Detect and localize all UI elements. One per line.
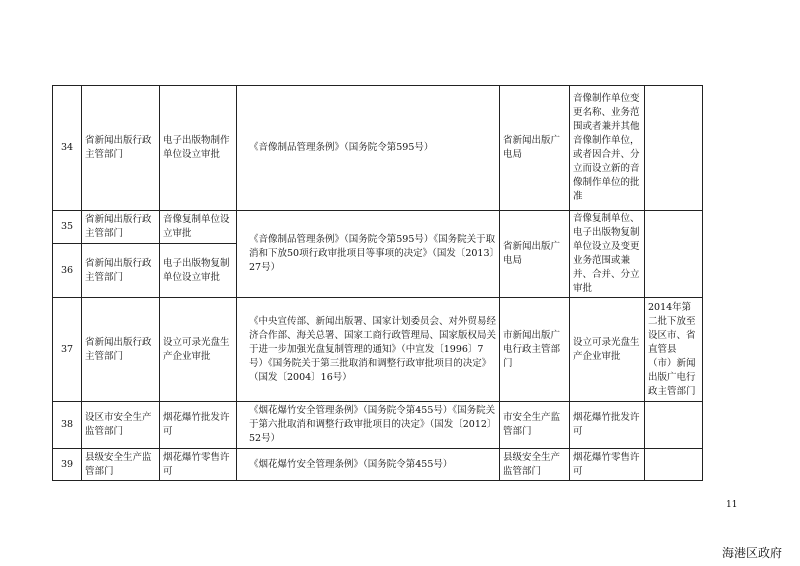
implementing-org-cell: 市新闻出版广电行政主管部门 bbox=[500, 298, 570, 402]
page-number: 11 bbox=[726, 500, 738, 510]
approval-item-cell: 烟花爆竹零售许可 bbox=[160, 449, 237, 481]
approval-content-cell: 设立可录光盘生产企业审批 bbox=[570, 298, 645, 402]
row-number: 36 bbox=[53, 244, 82, 298]
table-row-38 bbox=[53, 402, 703, 449]
approval-content-cell: 音像复制单位、电子出版物复制单位设立及变更业务范围或兼并、合并、分立审批 bbox=[570, 211, 645, 298]
approval-content-cell: 烟花爆竹批发许可 bbox=[570, 402, 645, 449]
row-number: 39 bbox=[53, 449, 82, 481]
table-row-37 bbox=[53, 298, 703, 402]
implementing-org-cell: 省新闻出版广电局 bbox=[500, 211, 570, 298]
legal-basis-cell: 《中央宣传部、新闻出版署、国家计划委员会、对外贸易经济合作部、海关总署、国家工商行政管理局、国家版权局关于进一步加强光盘复制管理的通知》（中宣发〔1996〕7号）《国务院关于第三批取消和调整行政审批项目的决定》（国发〔2004〕16号） bbox=[237, 298, 500, 402]
department-cell: 省新闻出版行政主管部门 bbox=[82, 86, 160, 211]
department-cell: 省新闻出版行政主管部门 bbox=[82, 244, 160, 298]
approval-item-cell: 电子出版物复制单位设立审批 bbox=[160, 244, 237, 298]
approval-item-cell: 音像复制单位设立审批 bbox=[160, 211, 237, 244]
department-cell: 省新闻出版行政主管部门 bbox=[82, 298, 160, 402]
note-cell bbox=[645, 449, 703, 481]
implementing-org-cell: 省新闻出版广电局 bbox=[500, 86, 570, 211]
note-cell bbox=[645, 402, 703, 449]
publisher-watermark: 海港区政府 bbox=[722, 546, 783, 560]
implementing-org-cell: 市安全生产监管部门 bbox=[500, 402, 570, 449]
note-cell: 2014年第二批下放至设区市、省直管县（市）新闻出版广电行政主管部门 bbox=[645, 298, 703, 402]
row-number: 38 bbox=[53, 402, 82, 449]
approval-item-cell: 设立可录光盘生产企业审批 bbox=[160, 298, 237, 402]
legal-basis-cell: 《音像制品管理条例》（国务院令第595号）《国务院关于取消和下放50项行政审批项目等事项的决定》（国发〔2013〕27号） bbox=[237, 211, 500, 298]
row-number: 35 bbox=[53, 211, 82, 244]
approval-item-cell: 电子出版物制作单位设立审批 bbox=[160, 86, 237, 211]
legal-basis-cell: 《烟花爆竹安全管理条例》（国务院令第455号） bbox=[237, 449, 500, 481]
department-cell: 设区市安全生产监管部门 bbox=[82, 402, 160, 449]
table-row-39 bbox=[53, 449, 703, 481]
table-row-34 bbox=[53, 86, 703, 211]
department-cell: 县级安全生产监管部门 bbox=[82, 449, 160, 481]
approval-content-cell: 音像制作单位变更名称、业务范围或者兼并其他音像制作单位，或者因合并、分立而设立新的音像制作单位的批准 bbox=[570, 86, 645, 211]
department-cell: 省新闻出版行政主管部门 bbox=[82, 211, 160, 244]
note-cell bbox=[645, 211, 703, 298]
approval-item-cell: 烟花爆竹批发许可 bbox=[160, 402, 237, 449]
legal-basis-cell: 《音像制品管理条例》（国务院令第595号） bbox=[237, 86, 500, 211]
table-row-35 bbox=[53, 211, 703, 244]
row-number: 37 bbox=[53, 298, 82, 402]
approval-content-cell: 烟花爆竹零售许可 bbox=[570, 449, 645, 481]
note-cell bbox=[645, 86, 703, 211]
legal-basis-cell: 《烟花爆竹安全管理条例》（国务院令第455号）《国务院关于第六批取消和调整行政审批项目的决定》（国发〔2012〕52号） bbox=[237, 402, 500, 449]
row-number: 34 bbox=[53, 86, 82, 211]
implementing-org-cell: 县级安全生产监管部门 bbox=[500, 449, 570, 481]
approval-items-table bbox=[52, 85, 703, 481]
